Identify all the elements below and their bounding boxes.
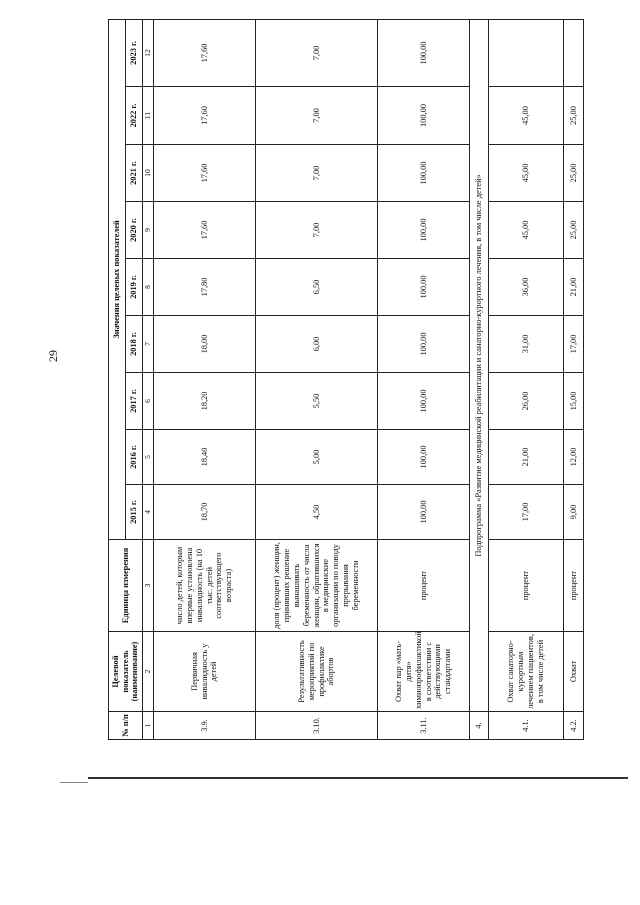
column-number: 9 bbox=[143, 202, 154, 259]
row-value: 18,70 bbox=[154, 485, 256, 540]
column-number: 1 bbox=[143, 712, 154, 740]
row-value: 45,00 bbox=[489, 202, 564, 259]
subprogram-title: Подпрограмма «Развитие медицинской реабилитации и санаторно-курортного лечения, в том числе детей» bbox=[470, 19, 489, 711]
header-values-group: Значения целевых показателей bbox=[109, 19, 126, 539]
column-number: 10 bbox=[143, 145, 154, 202]
header-row-1 bbox=[109, 19, 126, 739]
row-indicator: Охват пар «мать-дитя» химиопрофилактикой в соответствии с действующими стандартами bbox=[378, 632, 470, 712]
header-year: 2020 г. bbox=[126, 202, 143, 259]
row-value: 100,00 bbox=[378, 145, 470, 202]
row-value: 12,00 bbox=[564, 430, 584, 485]
header-year: 2023 г. bbox=[126, 19, 143, 86]
row-indicator: Результативность мероприятий по профилактике абортов bbox=[256, 632, 378, 712]
row-value: 18,40 bbox=[154, 430, 256, 485]
row-value: 100,00 bbox=[378, 202, 470, 259]
row-value bbox=[489, 19, 564, 86]
row-value: 15,00 bbox=[564, 373, 584, 430]
header-indicator: Целевой показатель (наименование) bbox=[109, 632, 143, 712]
row-value: 100,00 bbox=[378, 19, 470, 86]
rotated-table-wrapper bbox=[108, 20, 578, 740]
row-value: 7,00 bbox=[256, 19, 378, 86]
row-value: 17,60 bbox=[154, 145, 256, 202]
header-no: № п/п bbox=[109, 712, 143, 740]
table-row bbox=[489, 19, 564, 739]
row-unit: процент bbox=[378, 540, 470, 632]
divider-line-short bbox=[60, 782, 88, 783]
row-value bbox=[564, 19, 584, 86]
row-number: 4.2. bbox=[564, 712, 584, 740]
row-value: 5,00 bbox=[256, 430, 378, 485]
column-number: 5 bbox=[143, 430, 154, 485]
row-value: 100,00 bbox=[378, 259, 470, 316]
row-value: 18,00 bbox=[154, 316, 256, 373]
row-value: 17,80 bbox=[154, 259, 256, 316]
column-number: 3 bbox=[143, 540, 154, 632]
row-value: 4,50 bbox=[256, 485, 378, 540]
row-value: 21,00 bbox=[489, 430, 564, 485]
row-value: 25,00 bbox=[564, 87, 584, 145]
row-value: 17,00 bbox=[489, 485, 564, 540]
row-value: 31,00 bbox=[489, 316, 564, 373]
row-unit: доля (процент) женщин, принявших решение вынашивать беременность от числа женщин, обратившихся в медицинские организации по поводу прерывания беременности bbox=[256, 540, 378, 632]
table-row bbox=[564, 19, 584, 739]
header-unit: Единица измерения bbox=[109, 540, 143, 632]
header-year: 2022 г. bbox=[126, 87, 143, 145]
row-value: 7,00 bbox=[256, 87, 378, 145]
row-indicator: Охват bbox=[564, 632, 584, 712]
row-value: 17,60 bbox=[154, 87, 256, 145]
header-year: 2021 г. bbox=[126, 145, 143, 202]
row-unit: число детей, которым впервые установлена инвалидность (на 10 тыс. детей соответствующего возраста) bbox=[154, 540, 256, 632]
row-value: 17,60 bbox=[154, 19, 256, 86]
row-value: 18,20 bbox=[154, 373, 256, 430]
row-unit: процент bbox=[564, 540, 584, 632]
page-number: 29 bbox=[46, 350, 60, 362]
row-value: 9,00 bbox=[564, 485, 584, 540]
table-row bbox=[154, 19, 256, 739]
divider-line bbox=[88, 777, 628, 779]
row-value: 100,00 bbox=[378, 316, 470, 373]
row-value: 100,00 bbox=[378, 373, 470, 430]
column-number: 4 bbox=[143, 485, 154, 540]
column-number: 11 bbox=[143, 87, 154, 145]
row-value: 100,00 bbox=[378, 430, 470, 485]
column-number: 7 bbox=[143, 316, 154, 373]
column-number: 2 bbox=[143, 632, 154, 712]
header-year: 2018 г. bbox=[126, 316, 143, 373]
row-number: 4. bbox=[470, 712, 489, 740]
row-value: 5,50 bbox=[256, 373, 378, 430]
row-value: 100,00 bbox=[378, 87, 470, 145]
column-number: 6 bbox=[143, 373, 154, 430]
column-number: 8 bbox=[143, 259, 154, 316]
row-value: 45,00 bbox=[489, 87, 564, 145]
indicator-table bbox=[108, 19, 584, 740]
row-indicator: Охват санаторно-курортным лечением пациентов, в том числе детей bbox=[489, 632, 564, 712]
indicator-table-frame bbox=[108, 20, 578, 740]
row-number: 4.1. bbox=[489, 712, 564, 740]
row-value: 100,00 bbox=[378, 485, 470, 540]
row-value: 45,00 bbox=[489, 145, 564, 202]
row-value: 17,60 bbox=[154, 202, 256, 259]
header-year: 2019 г. bbox=[126, 259, 143, 316]
row-value: 26,00 bbox=[489, 373, 564, 430]
row-value: 21,00 bbox=[564, 259, 584, 316]
row-value: 6,00 bbox=[256, 316, 378, 373]
subprogram-row bbox=[470, 19, 489, 739]
header-year: 2016 г. bbox=[126, 430, 143, 485]
row-value: 17,00 bbox=[564, 316, 584, 373]
row-value: 25,00 bbox=[564, 145, 584, 202]
row-unit: процент bbox=[489, 540, 564, 632]
row-value: 6,50 bbox=[256, 259, 378, 316]
row-number: 3.9. bbox=[154, 712, 256, 740]
row-number: 3.10. bbox=[256, 712, 378, 740]
row-value: 36,00 bbox=[489, 259, 564, 316]
table-row bbox=[256, 19, 378, 739]
row-value: 7,00 bbox=[256, 145, 378, 202]
row-indicator: Первичная инвалидность у детей bbox=[154, 632, 256, 712]
table-row bbox=[378, 19, 470, 739]
row-value: 25,00 bbox=[564, 202, 584, 259]
header-year: 2017 г. bbox=[126, 373, 143, 430]
row-value: 7,00 bbox=[256, 202, 378, 259]
row-number: 3.11. bbox=[378, 712, 470, 740]
column-number-row bbox=[143, 19, 154, 739]
header-year: 2015 г. bbox=[126, 485, 143, 540]
column-number: 12 bbox=[143, 19, 154, 86]
